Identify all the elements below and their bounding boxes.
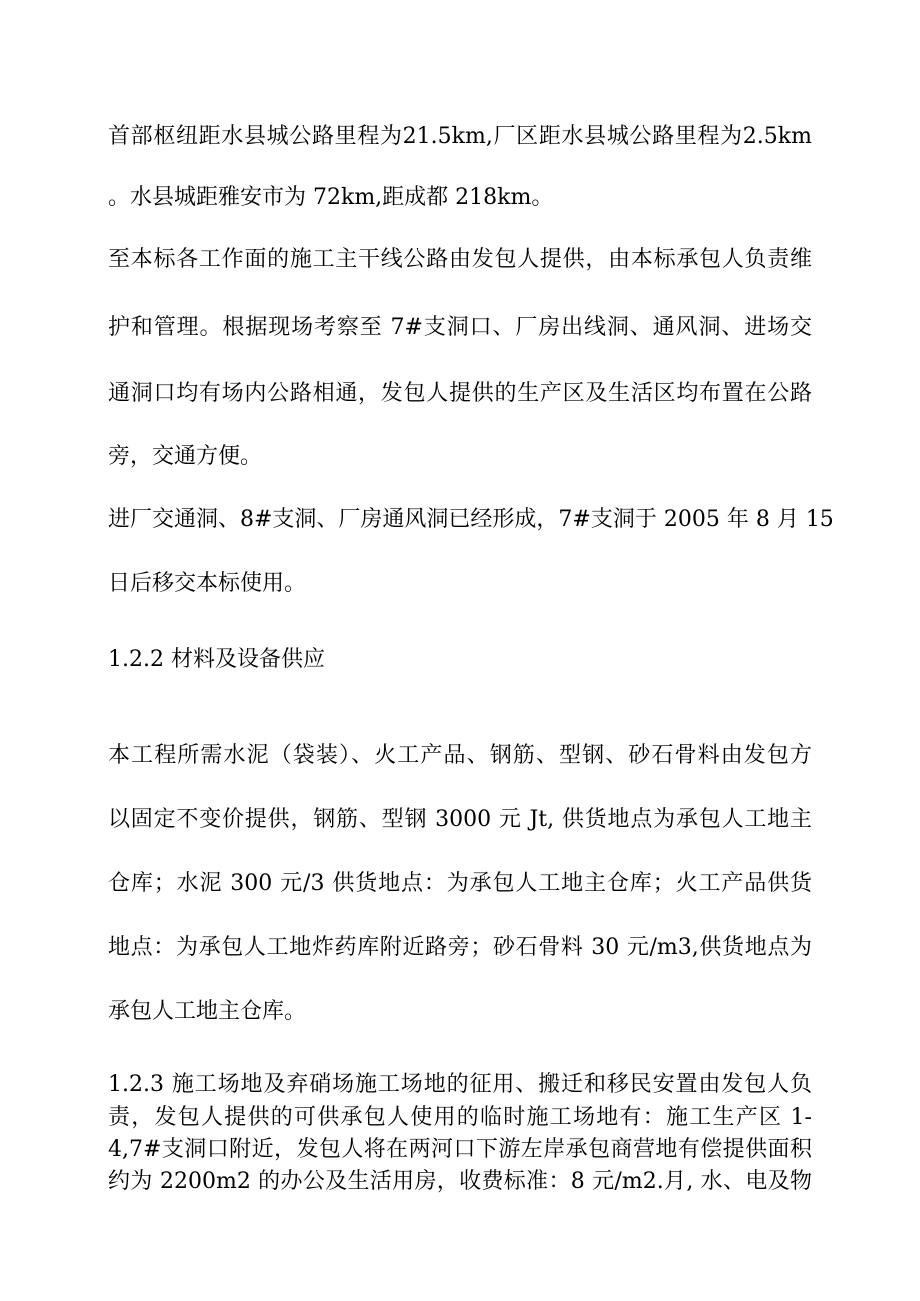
paragraph-5-line-3: 4,7#支洞口附近，发包人将在两河口下游左岸承包商营地有偿提供面积 (108, 1137, 812, 1162)
section-heading-1-2-2: 1.2.2 材料及设备供应 (108, 647, 325, 672)
paragraph-3-line-1: 进厂交通洞、8#支洞、厂房通风洞已经形成，7#支洞于 2005 年 8 月 15 (108, 507, 834, 532)
paragraph-5-line-2: 责，发包人提供的可供承包人使用的临时施工场地有：施工生产区 1- (108, 1105, 812, 1130)
paragraph-5-line-1: 1.2.3 施工场地及弃硝场施工场地的征用、搬迁和移民安置由发包人负 (108, 1072, 812, 1097)
paragraph-3-line-2: 日后移交本标使用。 (108, 571, 307, 596)
paragraph-4-line-3: 仓库；水泥 300 元/3 供货地点：为承包人工地主仓库；火工产品供货 (108, 871, 812, 896)
paragraph-1-line-2: 。水县城距雅安市为 72km,距成都 218km。 (108, 185, 554, 210)
paragraph-5-line-4: 约为 2200m2 的办公及生活用房，收费标准：8 元/m2.月, 水、电及物 (108, 1169, 812, 1194)
paragraph-1-line-1: 首部枢纽距水县城公路里程为21.5km,厂区距水县城公路里程为2.5km (108, 124, 812, 149)
paragraph-4-line-1: 本工程所需水泥（袋装）、火工产品、钢筋、型钢、砂石骨料由发包方 (108, 743, 812, 768)
paragraph-2-line-4: 旁，交通方便。 (108, 444, 263, 469)
paragraph-4-line-2: 以固定不变价提供，钢筋、型钢 3000 元 Jt, 供货地点为承包人工地主 (108, 807, 812, 832)
paragraph-4-line-5: 承包人工地主仓库。 (108, 999, 307, 1024)
paragraph-2-line-2: 护和管理。根据现场考察至 7#支洞口、厂房出线洞、通风洞、进场交 (108, 315, 812, 340)
paragraph-4-line-4: 地点：为承包人工地炸药库附近路旁；砂石骨料 30 元/m3,供货地点为 (108, 935, 812, 960)
paragraph-2-line-1: 至本标各工作面的施工主干线公路由发包人提供，由本标承包人负责维 (108, 247, 812, 272)
paragraph-2-line-3: 通洞口均有场内公路相通，发包人提供的生产区及生活区均布置在公路 (108, 381, 812, 406)
